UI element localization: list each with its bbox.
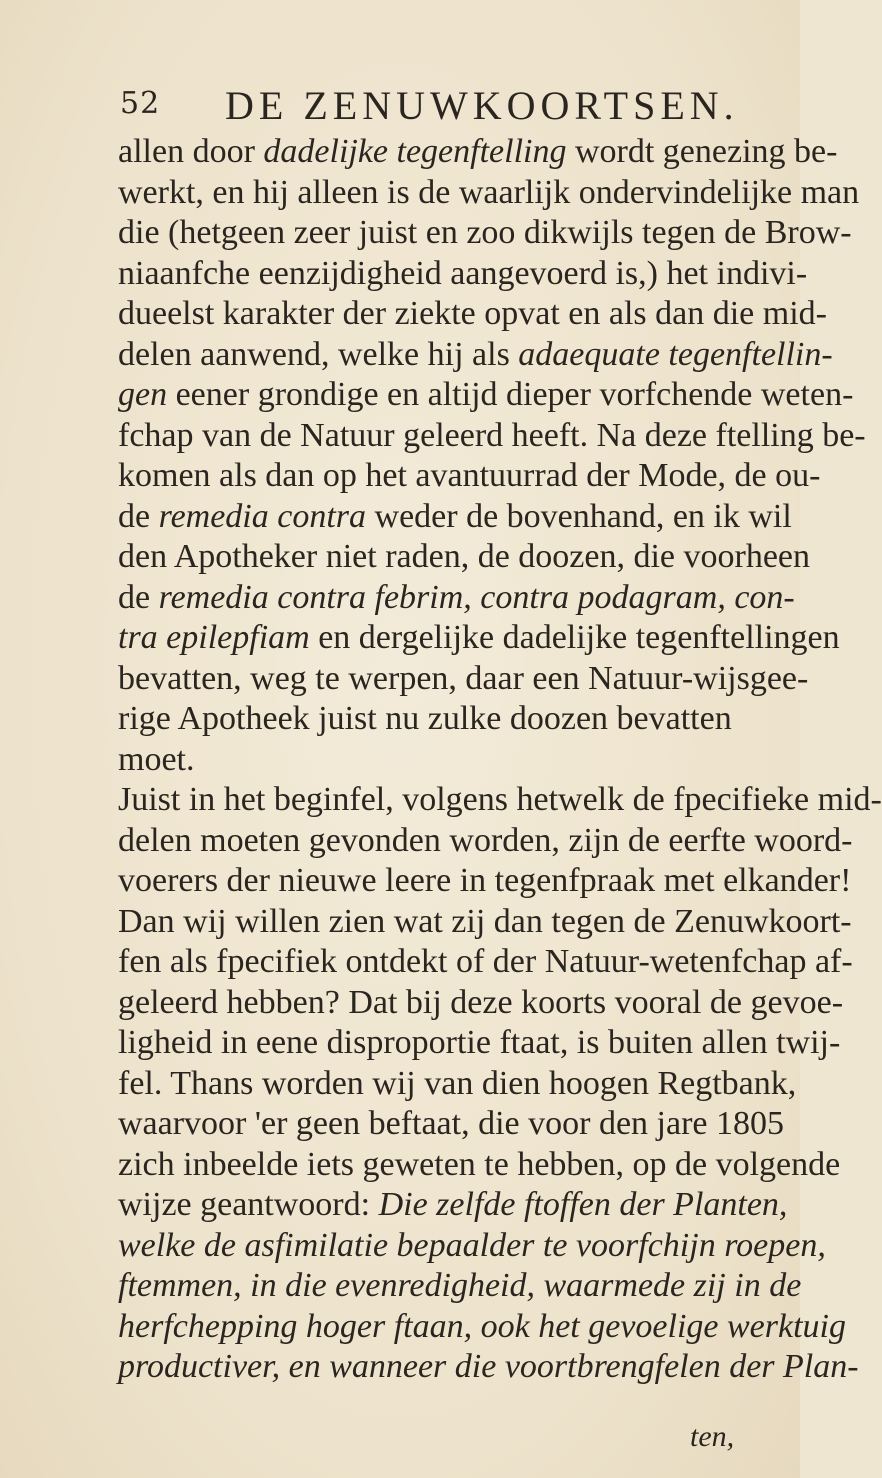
text-line <box>118 1266 802 1306</box>
running-title: DE ZENUWKOORTSEN. <box>225 83 739 128</box>
text-line <box>118 821 853 861</box>
text-line <box>118 578 795 618</box>
text-line <box>118 537 811 577</box>
catchword: ten, <box>690 1420 735 1453</box>
italic-text: herfchepping hoger ftaan, ook het gevoelige werktuig <box>118 1307 846 1345</box>
text-line <box>118 497 792 537</box>
text-line <box>118 699 788 739</box>
italic-text: productiver, en wanneer die voortbrengfelen der Plan- <box>118 1348 859 1385</box>
text-run: werkt, en hij alleen is de waarlijk ondervindelijke man <box>118 173 860 211</box>
text-line <box>118 456 821 496</box>
text-line <box>118 173 860 213</box>
text-line <box>118 375 854 415</box>
text-line <box>118 335 833 375</box>
text-run: wijze geantwoord: <box>118 1186 379 1223</box>
text-run: allen door <box>118 133 264 170</box>
text-run: fen als fpecifiek ontdekt of der Natuur-wetenfchap af- <box>118 943 853 980</box>
text-run: voerers der nieuwe leere in tegenfpraak met elkander! <box>118 862 852 899</box>
text-line <box>118 659 809 699</box>
italic-text: dadelijke tegenftelling <box>263 133 567 170</box>
text-line <box>118 902 852 942</box>
text-run: eener grondige en altijd dieper vorfchende weten- <box>167 376 854 413</box>
text-line <box>118 294 827 334</box>
text-line <box>118 1104 788 1144</box>
text-run: Dan wij willen zien wat zij dan tegen de Zenuwkoort- <box>118 902 852 940</box>
text-line <box>118 861 852 901</box>
text-run: die (hetgeen zeer juist en zoo dikwijls tegen de Brow- <box>118 214 852 251</box>
text-run: den Apotheker niet raden, de doozen, die voorheen <box>118 538 811 575</box>
italic-text: gen <box>118 376 168 413</box>
italic-text: Die zelfde ftoffen der Planten, <box>378 1186 788 1223</box>
text-run: geleerd hebben? Dat bij deze koorts vooral de gevoe- <box>118 983 844 1021</box>
text-line <box>118 1307 846 1347</box>
text-run: dueelst karakter der ziekte opvat en als dan die mid- <box>118 295 827 332</box>
text-run: fchap van de Natuur geleerd heeft. Na deze ftelling be- <box>118 416 866 454</box>
text-run: en dergelijke dadelijke tegenftellingen <box>309 619 840 656</box>
text-run: weder de bovenhand, en ik wil <box>366 497 792 535</box>
text-line <box>118 1226 826 1266</box>
text-run: Juist in het beginfel, volgens hetwelk de fpecifieke mid- <box>118 781 882 818</box>
text-line <box>118 1064 797 1104</box>
page-header <box>0 82 800 132</box>
text-run: waarvoor 'er geen beftaat, die voor den jare 1805 <box>118 1105 784 1142</box>
text-line <box>118 132 838 172</box>
italic-text: adaequate tegenftellin- <box>518 335 833 373</box>
text-line <box>118 1145 841 1185</box>
text-run: bevatten, weg te werpen, daar een Natuur-wijsgee- <box>118 659 809 697</box>
text-run: fel. Thans worden wij van dien hoogen Regtbank, <box>118 1064 797 1102</box>
text-run: delen moeten gevonden worden, zijn de eerfte woord- <box>118 821 853 859</box>
text-run: delen aanwend, welke hij als <box>118 335 519 373</box>
text-line <box>118 416 866 456</box>
text-run: de <box>118 497 159 535</box>
text-line <box>118 780 882 820</box>
italic-text: welke de asfimilatie bepaalder te voorfchijn roepen, <box>118 1226 826 1264</box>
text-run: ligheid in eene disproportie ftaat, is buiten allen twij- <box>118 1024 841 1061</box>
text-run: moet. <box>118 740 195 778</box>
text-line <box>118 1185 788 1225</box>
text-line <box>118 1023 841 1063</box>
text-line <box>118 254 808 294</box>
text-line <box>118 740 788 780</box>
text-run: komen als dan op het avantuurrad der Mode, de ou- <box>118 457 821 494</box>
text-line <box>118 942 853 982</box>
italic-text: remedia contra febrim, contra podagram, con- <box>158 578 795 616</box>
text-line <box>118 1347 859 1387</box>
text-run: niaanfche eenzijdigheid aangevoerd is,) het indivi- <box>118 254 808 292</box>
text-run: rige Apotheek juist nu zulke doozen bevatten <box>118 700 732 737</box>
text-run: zich inbeelde iets geweten te hebben, op de volgende <box>118 1145 841 1183</box>
italic-text: ftemmen, in die evenredigheid, waarmede zij in de <box>118 1267 802 1304</box>
italic-text: remedia contra <box>158 497 367 535</box>
text-line <box>118 618 840 658</box>
text-line <box>118 983 844 1023</box>
italic-text: tra epilepfiam <box>118 619 310 656</box>
page-number: 52 <box>120 86 161 121</box>
text-run: de <box>118 578 159 616</box>
text-line <box>118 213 852 253</box>
text-run: wordt genezing be- <box>566 133 838 170</box>
